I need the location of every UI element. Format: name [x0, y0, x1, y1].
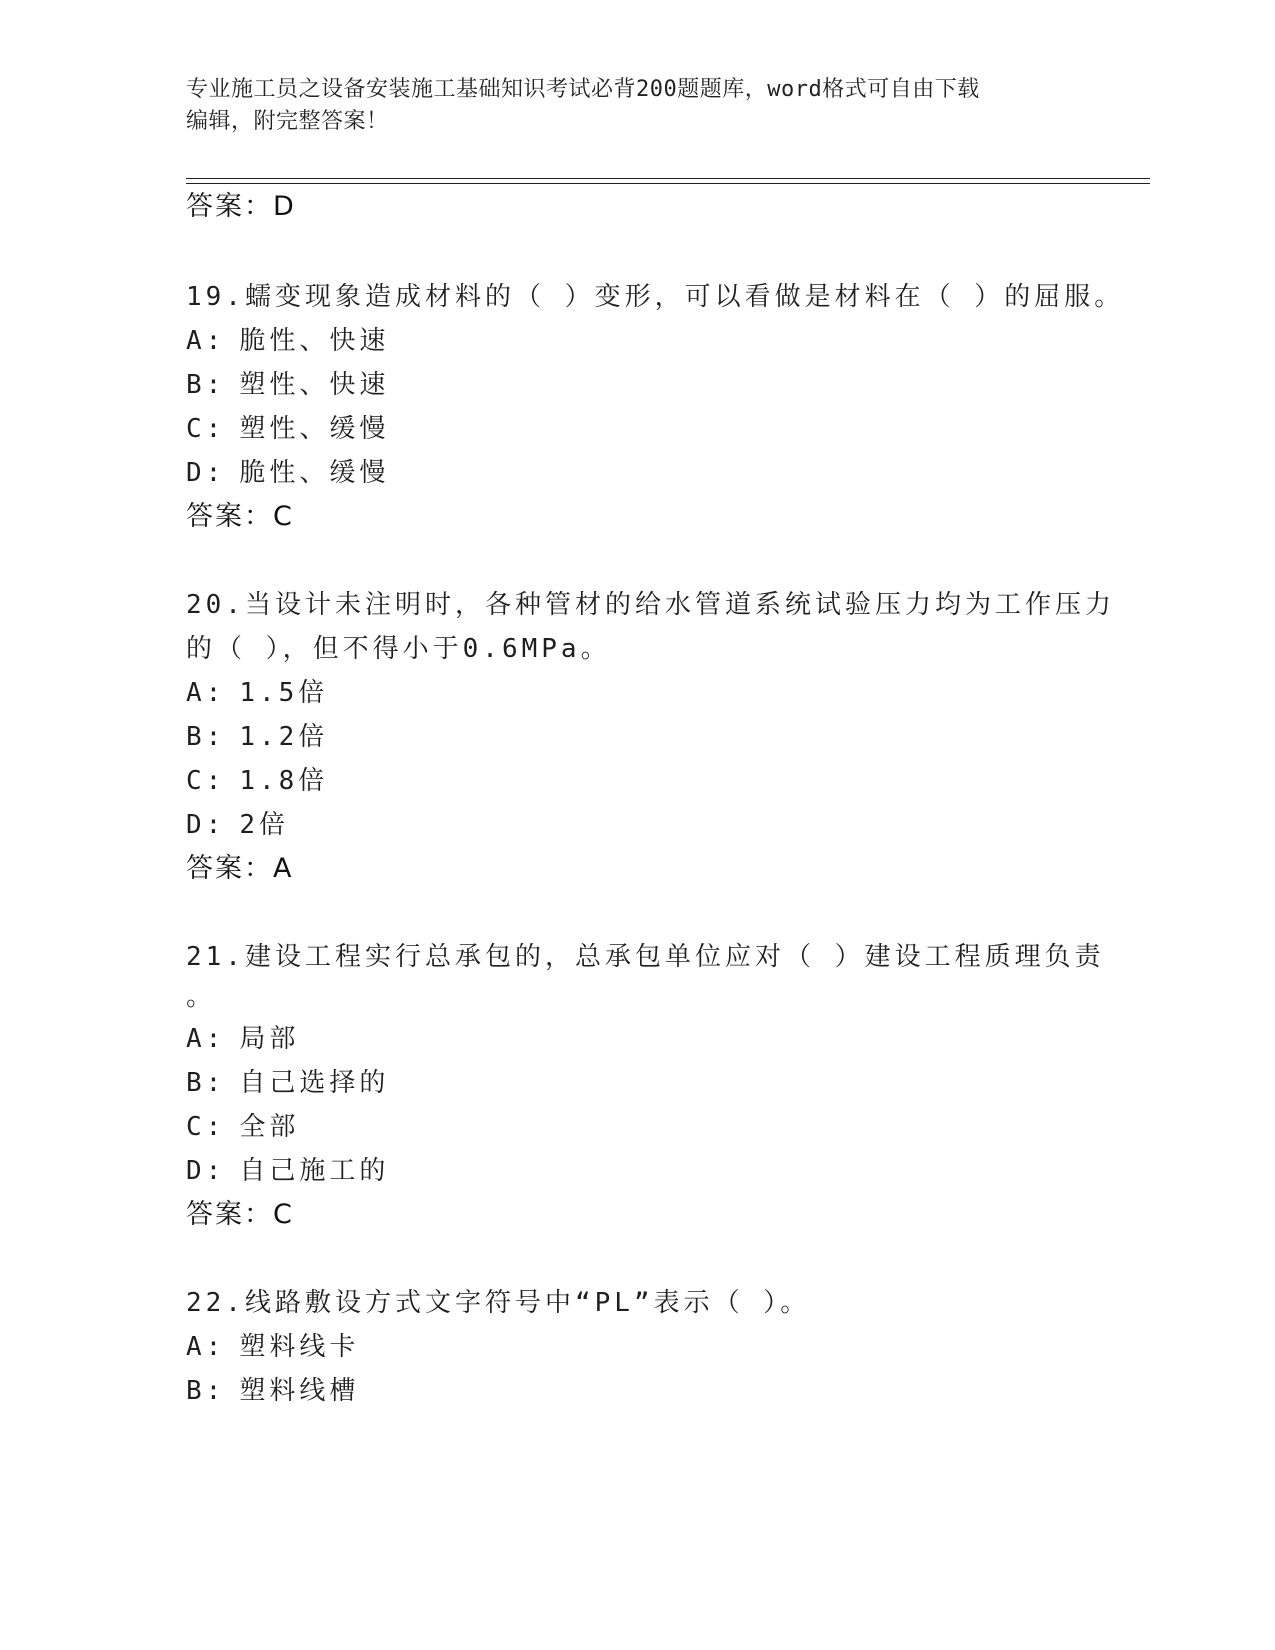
- question-20-answer: 答案：A: [186, 853, 294, 884]
- question-20-stem-line-1: 20.当设计未注明时，各种管材的给水管道系统试验压力均为工作压力: [186, 590, 1115, 620]
- question-20-option-b: B: 1.2倍: [186, 722, 329, 752]
- question-21-stem-line-1: 21.建设工程实行总承包的，总承包单位应对（ ）建设工程质理负责: [186, 942, 1105, 972]
- header-divider-bottom: [186, 183, 1150, 184]
- page-header: [186, 74, 1086, 138]
- previous-answer: 答案：D: [186, 191, 296, 222]
- question-21-option-d: D: 自己施工的: [186, 1156, 390, 1186]
- question-21-stem-line-2: 。: [186, 982, 217, 1012]
- header-divider-top: [186, 178, 1150, 179]
- question-22-option-b: B: 塑料线槽: [186, 1376, 360, 1406]
- question-22-stem: 22.线路敷设方式文字符号中“PL”表示（ ）。: [186, 1288, 811, 1318]
- question-21-option-a: A: 局部: [186, 1024, 300, 1054]
- question-19-answer: 答案：C: [186, 501, 294, 532]
- question-19-option-b: B: 塑性、快速: [186, 370, 390, 400]
- question-19-option-d: D: 脆性、缓慢: [186, 458, 390, 488]
- question-19-option-c: C: 塑性、缓慢: [186, 414, 390, 444]
- question-20-option-c: C: 1.8倍: [186, 766, 329, 796]
- header-title-line-2: 编辑，附完整答案！: [186, 109, 389, 134]
- question-21-option-b: B: 自己选择的: [186, 1068, 390, 1098]
- question-20-option-d: D: 2倍: [186, 810, 289, 840]
- question-19-stem: 19.蠕变现象造成材料的（ ）变形，可以看做是材料在（ ）的屈服。: [186, 282, 1125, 312]
- question-22-option-a: A: 塑料线卡: [186, 1332, 360, 1362]
- question-20-stem-line-2: 的（ ），但不得小于0.6MPa。: [186, 634, 611, 664]
- question-21-option-c: C: 全部: [186, 1112, 300, 1142]
- question-19-option-a: A: 脆性、快速: [186, 326, 390, 356]
- question-20-option-a: A: 1.5倍: [186, 678, 329, 708]
- header-title-line-1: 专业施工员之设备安装施工基础知识考试必背200题题库，word格式可自由下载: [186, 77, 980, 102]
- question-21-answer: 答案：C: [186, 1199, 294, 1230]
